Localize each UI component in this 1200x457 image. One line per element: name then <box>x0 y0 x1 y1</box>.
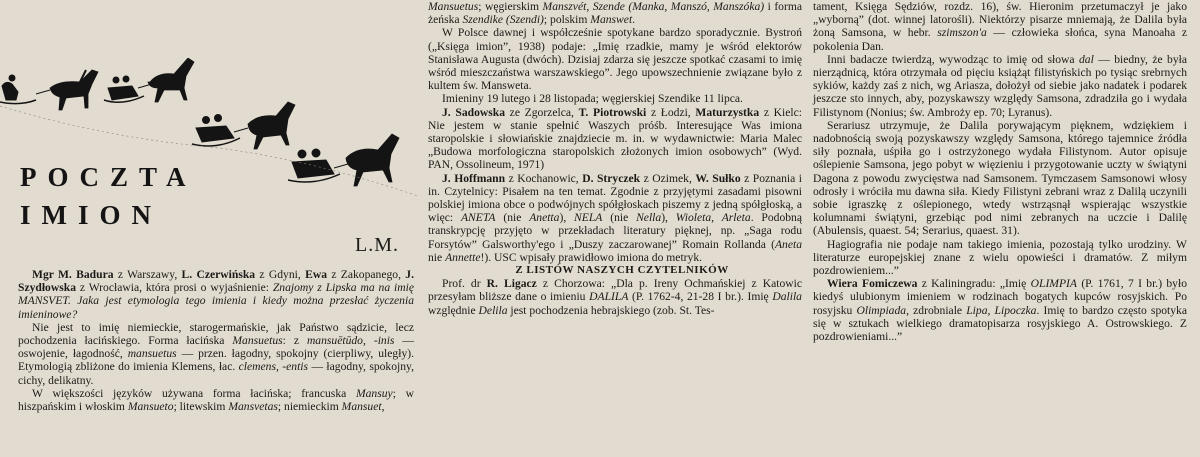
paragraph: tament, Księga Sędziów, rozdz. 16), św. Hieronim przetumaczył je jako „wyborną” (dot. winnej latorośli). Niektórzy pisarze mniemają, że Dalila była żoną Samsona, w hebr. szimszon'a — człowieka słońca, syna Manoaha z pokolenia Dan. <box>813 0 1187 53</box>
paragraph: J. Hoffmann z Kochanowic, D. Stryczek z Ozimek, W. Sułko z Poznania i in. Czytelnicy: Pisałem na ten temat. Zgodnie z przyjętymi zasadami pisowni polskiej imiona obce o podwójnych spółgłoskach piszemy z jedną spółgłoską, a więc: ANETA (nie Anetta), NELA (nie Nella), Wioleta, Arleta. Podobną transkrypcję przyjęto w przekładach literatury pięknej, np. „Saga rodu Forsytów” Galsworthy'ego i „Duszy zaczarowanej” Romain Rollanda (Aneta nie Annette!). USC wpisały prawidłowo imiona do metryk. <box>428 171 802 264</box>
paragraph: W większości języków używana forma łacińska; francuska Mansuy; w hiszpańskim i włoskim Mansueto; litewskim Mansvetas; niemieckim Mansuet, <box>18 386 414 414</box>
paragraph: Wiera Fomiczewa z Kaliningradu: „Imię OLIMPIA (P. 1761, 7 I br.) było kiedyś ulubionym imieniem w rodzinach bogatych kupców rosyjskich. Po rosyjsku Olimpiada, zdrobniale Lipa, Lipoczka. Imię to bardzo często spotyka się w sztukach wielkiego dramatopisarza rosyjskiego A. Ostrowskiego. Z pozdrowieniami...” <box>813 277 1187 344</box>
paragraph: Imieniny 19 lutego i 28 listopada; węgierskiej Szendike 11 lipca. <box>442 92 743 106</box>
paragraph: W Polsce dawnej i współcześnie spotykane bardzo sporadycznie. Bystroń („Księga imion”, 1938) podaje: „Imię rzadkie, mamy je wśród elektorów Stanisława Augusta (dwóch). Dzisiaj zdarza się jeszcze spotkać czasami to imię wśród mieszczaństwa warszawskiego”. Jego upowszechnienie związane było z kultem św. Mansweta. <box>428 26 802 93</box>
paragraph: Hagiografia nie podaje nam takiego imienia, pozostają tylko urodziny. W literaturze europejskiej znane z wielu opowieści i dramatów. Z miłym pozdrowieniem...” <box>813 237 1187 278</box>
page-title-line1: POCZTA <box>20 162 197 192</box>
paragraph: Mgr M. Badura z Warszawy, L. Czerwińska z Gdyni, Ewa z Zakopanego, J. Szydłowska z Wrocławia, która prosi o wyjaśnienie: Znajomy z Lipska ma na imię MANSVET. Jaka jest etymologia tego imienia i kiedy można przesłać życzenia imieninowe? <box>18 268 414 321</box>
column-3 <box>813 0 1187 343</box>
paragraph: Mansuetus; węgierskim Manszvét, Szende (Manka, Manszó, Manszóka) i forma żeńska Szendike (Szendi); polskim Manswet. <box>428 0 803 27</box>
paragraph: Prof. dr R. Ligacz z Chorzowa: „Dla p. Ireny Ochmańskiej z Katowic przesyłam bliższe dane o imieniu DALILA (P. 1762-4, 21-28 I br.). Imię Dalila względnie Delila jest pochodzenia hebrajskiego (zob. St. Tes- <box>428 277 803 317</box>
paragraph: Nie jest to imię niemieckie, starogermańskie, jak Państwo sądzicie, lecz pochodzenia łacińskiego. Forma łacińska Mansuetus: z mansuētūdo, -inis — oswojenie, łagodność, mansuetus — przen. łagodny, spokojny (cierpliwy, uległy). Etymologią zbliżone do imienia Klemens, łac. clemens, -entis — łagodny, spokojny, cichy, delikatny. <box>18 320 415 387</box>
paragraph: J. Sadowska ze Zgorzelca, T. Piotrowski z Łodzi, Maturzystka z Kielc: Nie jestem w stanie spełnić Waszych próśb. Interesujące Was imiona staropolskie i słowiańskie znajdziecie m. in. w wydawnictwie: Maria Malec „Budowa morfologiczna staropolskich złożonych imion osobowych” (Wyd. PAN, Ossolineum, 1971) <box>428 105 802 172</box>
column-2 <box>428 0 802 317</box>
paragraph: Serariusz utrzymuje, że Dalila porywającym pięknem, wdziękiem i nadobnością swoją pozyskawszy względy Samsona, którego tajemnice źródła siły poznała, uśpiła go i ostrzyżonego wydała Filistynom. Autor opisuje oślepienie Samsona, jego pobyt w więzieniu i przygotowanie uczty w świątyni Dagona z powodu zwycięstwa nad Samsonem. Tymczasem Samsonowi włosy odrosły i wróciła mu dawna siła. Kiedy Filistyni zebrani wraz z Dalilą uczynili sobie igraszkę z oślepionego, wtedy wstrząsnął wspierając wszystkie kolumnami świątyni, grzebiąc pod nimi zebranych na uczcie i Dalilę (Abulensis, quaest. 54; Serarius, quaest. 31). <box>813 118 1187 238</box>
author-signature: L.M. <box>355 234 399 256</box>
page-title-line2: IMION <box>20 200 162 230</box>
paragraph: Inni badacze twierdzą, wywodząc to imię od słowa dal — biedny, że była nierządnicą, która otrzymała od pięciu książąt filistyńskich po tysiąc srebrnych sykiów, każdy zaś z nich, wg Ariasza, dołożył od siebie jako nadatek i podarek jeszcze sto innych, aby, pozyskawszy względy Samsona, zdradziła go i wydała Filistynom (Nonius; św. Ambroży ep. 70; Lyranus). <box>813 52 1187 119</box>
section-heading: Z LISTÓW NASZYCH CZYTELNIKÓW <box>515 264 729 277</box>
column-1 <box>18 268 414 413</box>
